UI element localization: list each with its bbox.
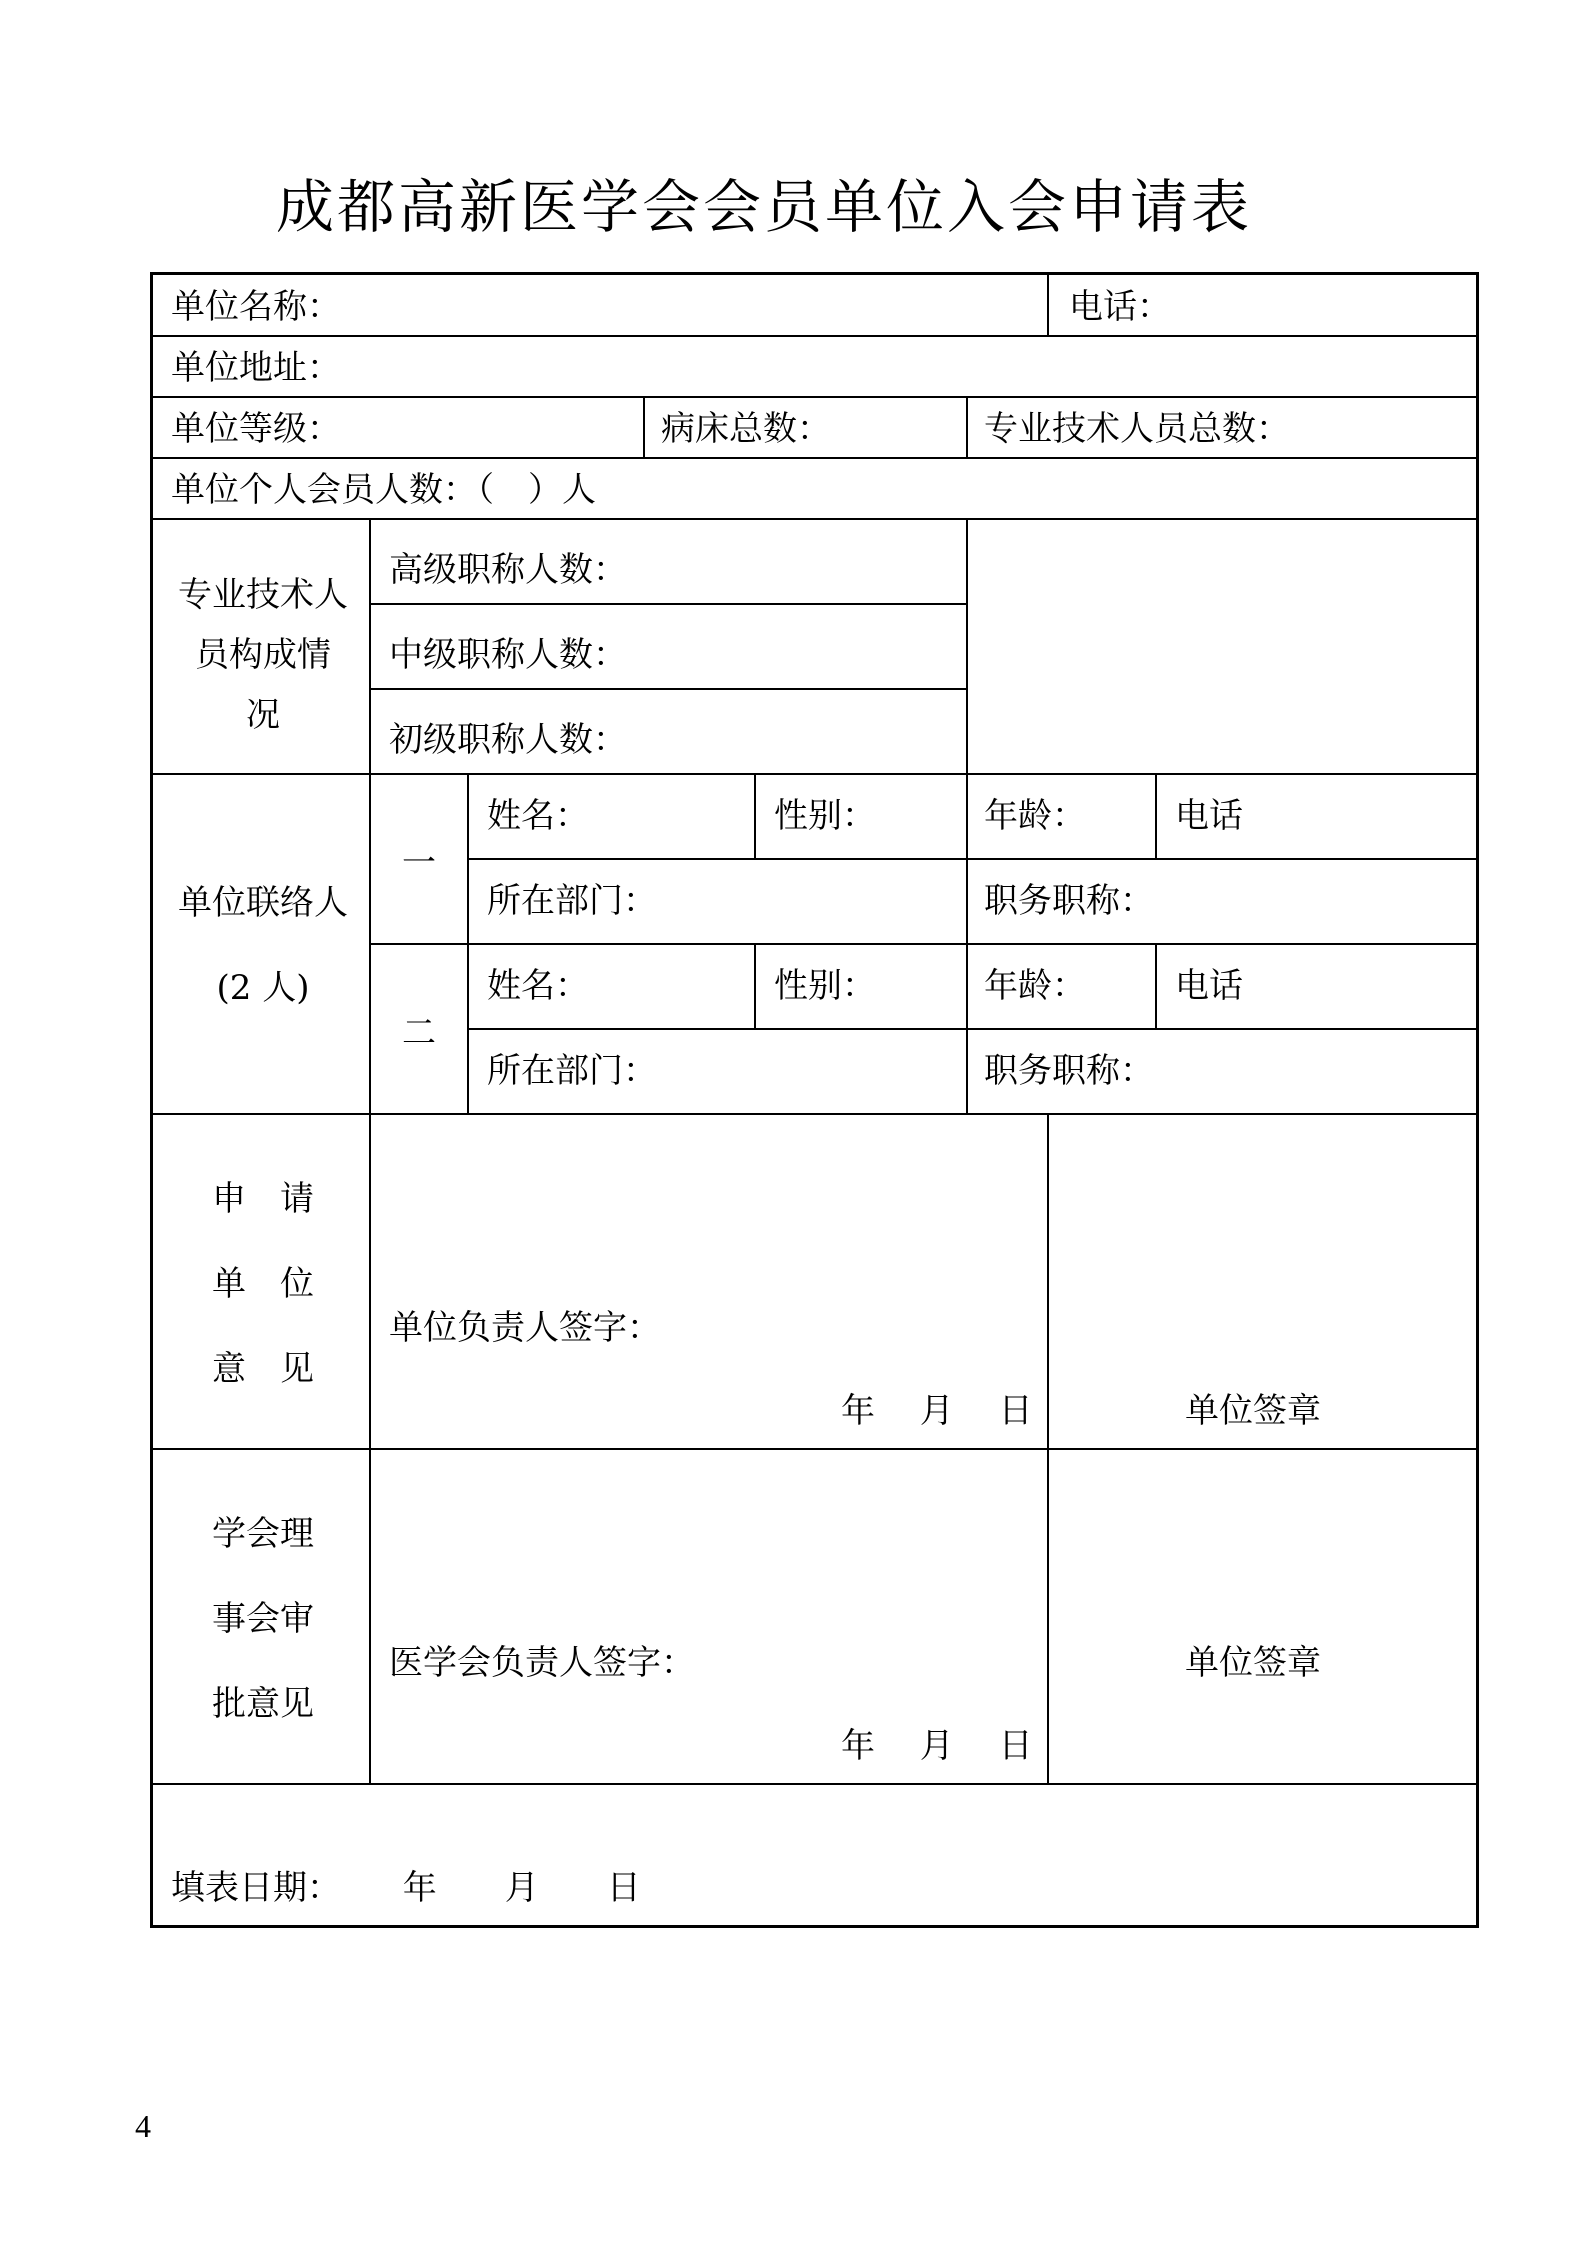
column-divider — [643, 396, 645, 457]
column-divider — [754, 943, 756, 1028]
row-divider — [369, 603, 966, 605]
column-divider — [966, 773, 968, 1113]
column-divider — [1155, 943, 1157, 1028]
tech-staff-section-label: 员构成情 — [195, 635, 331, 675]
bed-total-label: 病床总数： — [661, 409, 831, 449]
tech-staff-section-label: 专业技术人 — [178, 575, 348, 615]
contact1-gender-label: 性别： — [774, 796, 876, 836]
row-divider — [369, 688, 966, 690]
applicant-opinion-label: 意 见 — [212, 1349, 314, 1389]
applicant-seal-label: 单位签章 — [1185, 1391, 1321, 1431]
page-number: 4 — [135, 2108, 151, 2144]
contacts-section-label: 单位联络人 — [178, 883, 348, 923]
contact2-gender-label: 性别： — [774, 966, 876, 1006]
board-seal-label: 单位签章 — [1185, 1643, 1321, 1683]
column-divider — [966, 396, 968, 457]
row-divider — [153, 396, 1476, 398]
applicant-opinion-label: 单 位 — [212, 1264, 314, 1304]
contact1-age-label: 年龄： — [984, 796, 1086, 836]
board-opinion-label: 事会审 — [212, 1599, 314, 1639]
unit-level-label: 单位等级： — [171, 409, 341, 449]
unit-name-label: 单位名称： — [171, 287, 341, 327]
senior-title-count-label: 高级职称人数： — [389, 550, 627, 590]
page-title: 成都高新医学会会员单位入会申请表 — [275, 173, 1252, 241]
application-form-table — [150, 272, 1479, 1928]
junior-title-count-label: 初级职称人数： — [389, 720, 627, 760]
row-divider — [153, 335, 1476, 337]
contact1-name-label: 姓名： — [487, 796, 589, 836]
board-opinion-label: 学会理 — [212, 1514, 314, 1554]
board-opinion-label: 批意见 — [212, 1684, 314, 1724]
row-divider — [369, 943, 1476, 945]
row-divider — [153, 1113, 1476, 1115]
tech-staff-total-label: 专业技术人员总数： — [984, 409, 1290, 449]
contact2-age-label: 年龄： — [984, 966, 1086, 1006]
contacts-section-label: (2 人) — [216, 968, 310, 1008]
row-divider — [153, 1448, 1476, 1450]
column-divider — [467, 773, 469, 1113]
contact1-department-label: 所在部门： — [487, 881, 657, 921]
row-divider — [153, 773, 1476, 775]
row-divider — [153, 518, 1476, 520]
phone-label: 电话： — [1069, 287, 1171, 327]
contact2-phone-label: 电话 — [1175, 966, 1243, 1006]
column-divider — [1047, 275, 1049, 335]
contact2-department-label: 所在部门： — [487, 1051, 657, 1091]
column-divider — [1155, 773, 1157, 858]
tech-staff-section-label: 况 — [246, 695, 280, 735]
personal-members-label: 单位个人会员人数：（ ）人 — [171, 470, 596, 510]
column-divider — [369, 518, 371, 1783]
contact2-title-label: 职务职称： — [984, 1051, 1154, 1091]
board-date-label: 年 月 日 — [841, 1726, 1033, 1766]
applicant-date-label: 年 月 日 — [841, 1391, 1033, 1431]
row-divider — [153, 457, 1476, 459]
column-divider — [966, 518, 968, 773]
applicant-opinion-label: 申 请 — [212, 1179, 314, 1219]
column-divider — [1047, 1113, 1049, 1783]
contact1-title-label: 职务职称： — [984, 881, 1154, 921]
contact-index-1: 一 — [402, 843, 436, 883]
association-leader-signature-label: 医学会负责人签字： — [389, 1643, 695, 1683]
row-divider — [467, 1028, 1476, 1030]
intermediate-title-count-label: 中级职称人数： — [389, 635, 627, 675]
column-divider — [754, 773, 756, 858]
unit-address-label: 单位地址： — [171, 348, 341, 388]
unit-leader-signature-label: 单位负责人签字： — [389, 1308, 661, 1348]
contact-index-2: 二 — [402, 1013, 436, 1053]
contact2-name-label: 姓名： — [487, 966, 589, 1006]
contact1-phone-label: 电话 — [1175, 796, 1243, 836]
row-divider — [153, 1783, 1476, 1785]
row-divider — [467, 858, 1476, 860]
fill-date-label: 填表日期： 年 月 日 — [171, 1868, 641, 1908]
